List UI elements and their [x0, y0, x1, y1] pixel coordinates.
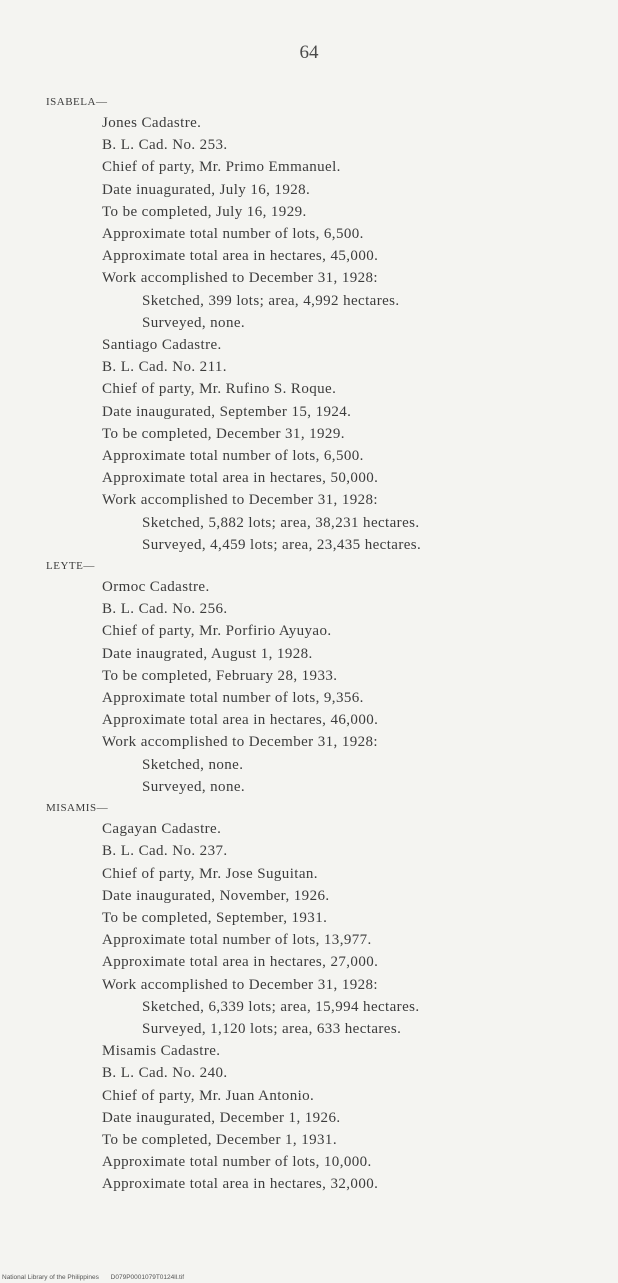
cadastre-entry-line: B. L. Cad. No. 211.	[102, 359, 227, 376]
province-heading: ISABELA—	[46, 96, 108, 108]
work-detail-line: Surveyed, none.	[142, 314, 246, 331]
cadastre-entry-line: Chief of party, Mr. Primo Emmanuel.	[102, 159, 341, 176]
cadastre-entry-line: Approximate total area in hectares, 45,000.	[102, 248, 379, 265]
work-detail-line: Sketched, 6,339 lots; area, 15,994 hectares.	[142, 998, 420, 1015]
scan-footer	[2, 1274, 194, 1281]
cadastre-entry-line: To be completed, September, 1931.	[102, 909, 328, 926]
cadastre-entry-line: B. L. Cad. No. 253.	[102, 137, 228, 154]
cadastre-entry-line: Misamis Cadastre.	[102, 1043, 221, 1060]
cadastre-entry-line: To be completed, December 31, 1929.	[102, 425, 345, 442]
cadastre-entry-line: Date inaugurated, September 15, 1924.	[102, 403, 352, 420]
cadastre-entry-line: Chief of party, Mr. Rufino S. Roque.	[102, 381, 337, 398]
cadastre-entry-line: To be completed, December 1, 1931.	[102, 1131, 337, 1148]
cadastre-entry-line: Santiago Cadastre.	[102, 337, 222, 354]
work-detail-line: Sketched, 5,882 lots; area, 38,231 hectares.	[142, 514, 420, 531]
work-detail-line: Surveyed, 4,459 lots; area, 23,435 hectares.	[142, 536, 422, 553]
cadastre-entry-line: Jones Cadastre.	[102, 115, 202, 131]
province-heading: LEYTE—	[46, 560, 95, 573]
cadastre-entry-line: Approximate total area in hectares, 32,000.	[102, 1176, 379, 1193]
cadastre-entry-line: Approximate total number of lots, 13,977.	[102, 932, 372, 949]
cadastre-entry-line: Date inaugurated, November, 1926.	[102, 887, 330, 904]
cadastre-entry-line: Date inaugurated, December 1, 1926.	[102, 1109, 341, 1126]
cadastre-entry-line: Work accomplished to December 31, 1928:	[102, 734, 378, 751]
cadastre-entry-line: Approximate total area in hectares, 46,000.	[102, 712, 379, 729]
cadastre-entry-line: Approximate total number of lots, 6,500.	[102, 448, 364, 465]
cadastre-entry-line: Work accomplished to December 31, 1928:	[102, 492, 378, 509]
cadastre-entry-line: Cagayan Cadastre.	[102, 821, 222, 838]
cadastre-entry-line: Approximate total area in hectares, 27,000.	[102, 954, 379, 971]
cadastre-entry-line: B. L. Cad. No. 256.	[102, 601, 228, 618]
cadastre-entry-line: Chief of party, Mr. Juan Antonio.	[102, 1087, 315, 1104]
work-detail-line: Surveyed, none.	[142, 778, 246, 795]
cadastre-entry-line: Approximate total number of lots, 10,000.	[102, 1154, 372, 1171]
cadastre-entry-line: Approximate total number of lots, 9,356.	[102, 690, 364, 707]
page-number: 64	[299, 42, 319, 63]
cadastre-entry-line: B. L. Cad. No. 240.	[102, 1065, 228, 1082]
cadastre-entry-line: Work accomplished to December 31, 1928:	[102, 976, 378, 993]
cadastre-entry-line: To be completed, February 28, 1933.	[102, 667, 338, 684]
cadastre-entry-line: Work accomplished to December 31, 1928:	[102, 270, 378, 287]
work-detail-line: Sketched, none.	[142, 756, 244, 773]
scan-file-code: D079P0001079T0124ll.tif	[110, 1274, 185, 1281]
library-credit: National Library of the Philippines	[2, 1274, 99, 1281]
province-heading: MISAMIS—	[46, 802, 109, 815]
cadastre-entry-line: Chief of party, Mr. Jose Suguitan.	[102, 865, 318, 882]
cadastre-entry-line: Approximate total number of lots, 6,500.	[102, 226, 364, 243]
cadastre-entry-line: Date inaugrated, August 1, 1928.	[102, 645, 313, 662]
work-detail-line: Sketched, 399 lots; area, 4,992 hectares.	[142, 292, 400, 309]
cadastre-entry-line: B. L. Cad. No. 237.	[102, 843, 228, 860]
cadastre-entry-line: Approximate total area in hectares, 50,000.	[102, 470, 379, 487]
cadastre-entry-line: Date inuagurated, July 16, 1928.	[102, 181, 311, 198]
cadastre-entry-line: Ormoc Cadastre.	[102, 579, 210, 596]
cadastre-entry-line: To be completed, July 16, 1929.	[102, 203, 307, 220]
work-detail-line: Surveyed, 1,120 lots; area, 633 hectares.	[142, 1020, 402, 1037]
cadastre-entry-line: Chief of party, Mr. Porfirio Ayuyao.	[102, 623, 332, 640]
document-body	[46, 92, 586, 1196]
